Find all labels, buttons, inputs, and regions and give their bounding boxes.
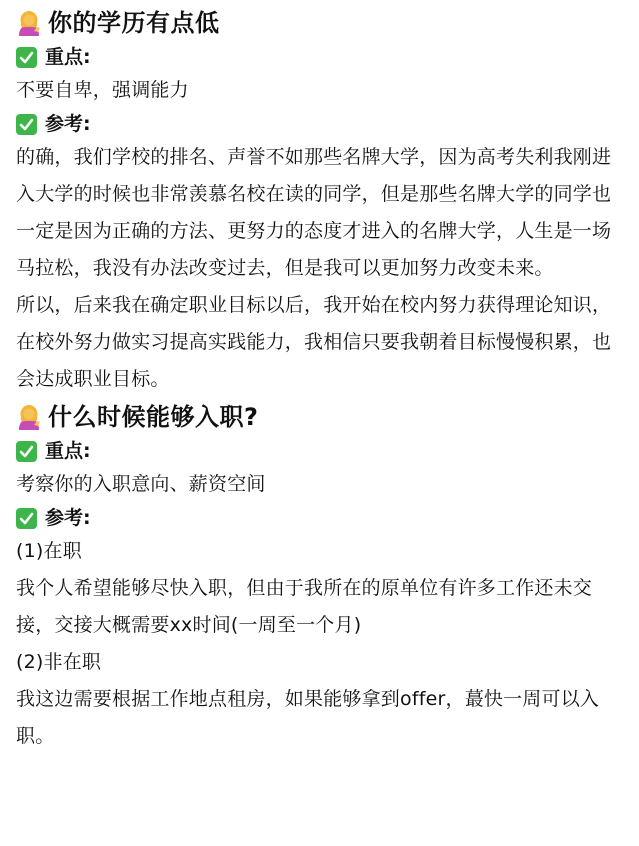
option-text-employed: 我个人希望能够尽快入职，但由于我所在的原单位有许多工作还未交接，交接大概需要xx时间(一周至一个月) (16, 577, 593, 636)
section-2-ref-label-row (16, 503, 623, 533)
section-1-ref-label-row (16, 109, 623, 139)
option-heading-unemployed: (2)非在职 (16, 651, 102, 673)
check-mark-button-icon (16, 47, 37, 68)
section-1-title: 你的学历有点低 (48, 9, 220, 37)
focus-text: 考察你的入职意向、薪资空间 (16, 473, 266, 495)
check-mark-button-icon (16, 508, 37, 529)
reference-label: 参考: (45, 507, 91, 529)
reference-paragraph: 所以，后来我在确定职业目标以后，我开始在校内努力获得理论知识，在校外努力做实习提高实践能力，我相信只要我朝着目标慢慢积累，也会达成职业目标。 (16, 294, 612, 390)
section-2-focus-label-row (16, 436, 623, 466)
section-2-heading (16, 402, 623, 432)
section-2-title: 什么时候能够入职? (48, 403, 259, 431)
person-tipping-hand-icon (16, 10, 42, 36)
reference-label: 参考: (45, 113, 91, 135)
focus-label: 重点: (45, 46, 91, 68)
option-text-unemployed: 我这边需要根据工作地点租房，如果能够拿到offer，蕞快一周可以入职。 (16, 688, 600, 747)
option-heading-employed: (1)在职 (16, 540, 82, 562)
section-1-heading (16, 8, 623, 38)
focus-label: 重点: (45, 440, 91, 462)
check-mark-button-icon (16, 114, 37, 135)
check-mark-button-icon (16, 441, 37, 462)
person-tipping-hand-icon (16, 404, 42, 430)
section-1-focus-label-row (16, 42, 623, 72)
reference-paragraph: 的确，我们学校的排名、声誉不如那些名牌大学，因为高考失利我刚进入大学的时候也非常羡慕名校在读的同学，但是那些名牌大学的同学也一定是因为正确的方法、更努力的态度才进入的名牌大学，人生是一场马拉松，我没有办法改变过去，但是我可以更加努力改变未来。 (16, 146, 612, 279)
focus-text: 不要自卑，强调能力 (16, 79, 189, 101)
